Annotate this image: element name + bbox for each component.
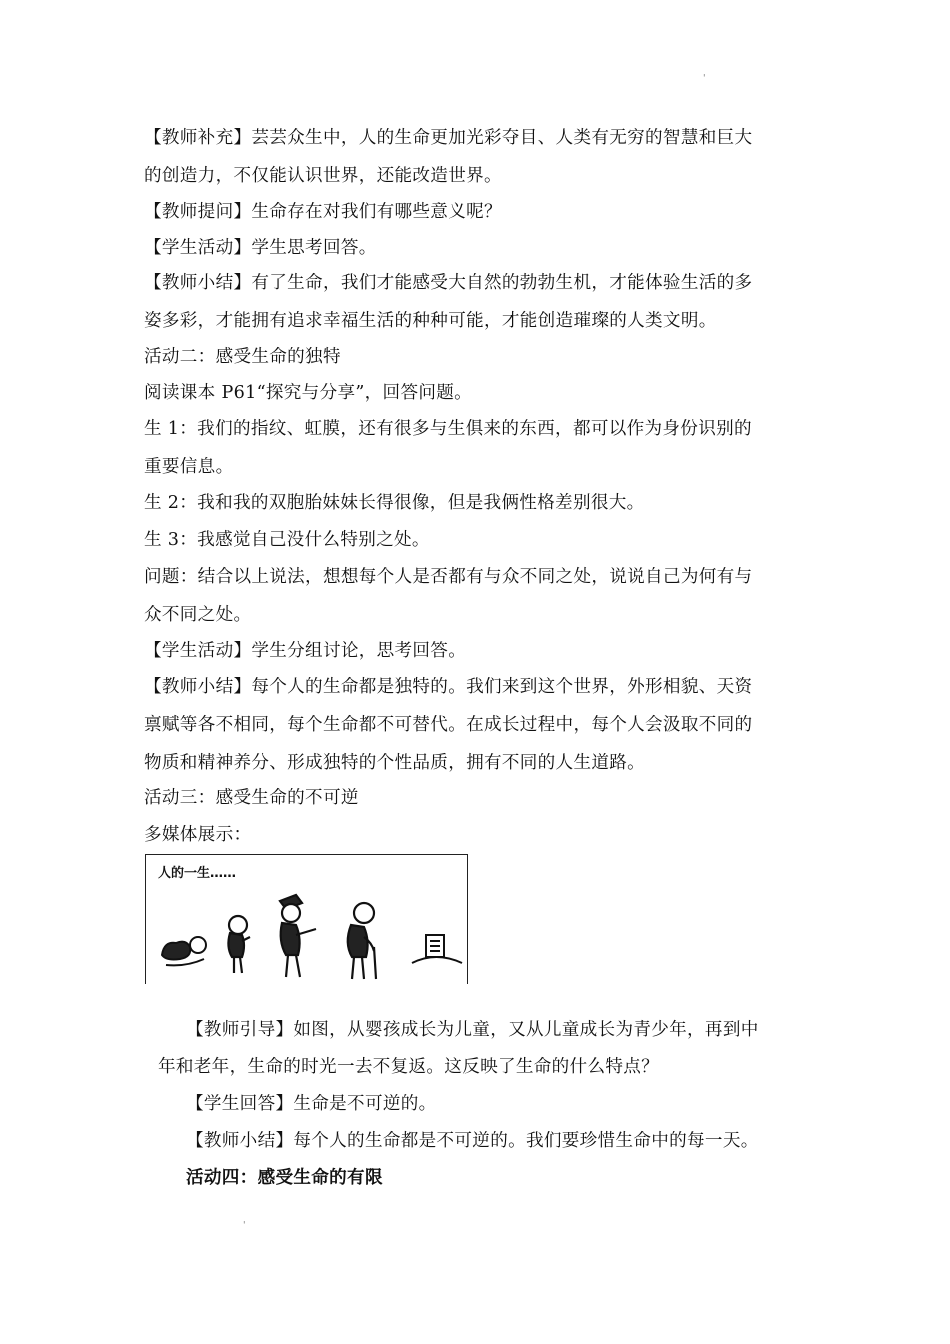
paragraph-student-2: 生 2：我和我的双胞胎妹妹长得很像，但是我俩性格差别很大。 bbox=[144, 493, 645, 513]
paragraph-student-1: 生 1：我们的指纹、虹膜，还有很多与生俱来的东西，都可以作为身份识别的 重要信息。 bbox=[144, 419, 752, 477]
paragraph-teacher-summary-1: 【教师小结】有了生命，我们才能感受大自然的勃勃生机，才能体验生活的多 姿多彩，才能拥有追求幸福生活的种种可能，才能创造璀璨的人类文明。 bbox=[144, 273, 753, 331]
paragraph-student-answer: 【学生回答】生命是不可逆的。 bbox=[186, 1094, 437, 1114]
paragraph-multimedia: 多媒体展示： bbox=[144, 825, 252, 845]
paragraph-teacher-guide-cont: 年和老年，生命的时光一去不复返。这反映了生命的什么特点？ bbox=[158, 1057, 660, 1077]
paragraph-teacher-question: 【教师提问】生命存在对我们有哪些意义呢？ bbox=[144, 202, 502, 222]
page-mark-bottom: ' bbox=[243, 1221, 246, 1231]
child-icon bbox=[228, 916, 250, 973]
paragraph-student-activity-2: 【学生活动】学生分组讨论，思考回答。 bbox=[144, 641, 467, 661]
paragraph-question: 问题：结合以上说法，想想每个人是否都有与众不同之处，说说自己为何有与 众不同之处。 bbox=[144, 567, 753, 625]
paragraph-teacher-summary-2: 【教师小结】每个人的生命都是独特的。我们来到这个世界，外形相貌、天资 禀赋等各不相同，每个生命都不可替代。在成长过程中，每个人会汲取不同的 物质和精神养分、形成独特的个性品质，拥有不同的人生道路。 bbox=[144, 677, 753, 773]
baby-icon bbox=[162, 937, 206, 965]
grave-icon bbox=[412, 935, 462, 963]
life-stages-illustration bbox=[145, 854, 468, 984]
life-stages-drawing bbox=[146, 855, 469, 985]
paragraph-student-3: 生 3：我感觉自己没什么特别之处。 bbox=[144, 530, 430, 550]
youth-icon bbox=[280, 895, 316, 977]
paragraph-teacher-summary-3: 【教师小结】每个人的生命都是不可逆的。我们要珍惜生命中的每一天。 bbox=[186, 1131, 759, 1151]
illustration-caption: 人的一生…… bbox=[158, 866, 237, 881]
paragraph-teacher-guide: 【教师引导】如图，从婴孩成长为儿童，又从儿童成长为青少年，再到中 bbox=[186, 1020, 759, 1040]
paragraph-teacher-supplement: 【教师补充】芸芸众生中，人的生命更加光彩夺目、人类有无穷的智慧和巨大 的创造力，不仅能认识世界，还能改造世界。 bbox=[144, 128, 753, 186]
heading-activity-two: 活动二：感受生命的独特 bbox=[144, 347, 341, 367]
elder-icon bbox=[348, 903, 376, 979]
heading-activity-three: 活动三：感受生命的不可逆 bbox=[144, 788, 359, 808]
paragraph-student-activity-1: 【学生活动】学生思考回答。 bbox=[144, 238, 377, 258]
heading-activity-four: 活动四：感受生命的有限 bbox=[186, 1167, 383, 1188]
paragraph-read-textbook: 阅读课本 P61“探究与分享”，回答问题。 bbox=[144, 383, 473, 403]
page-mark-top: ' bbox=[703, 74, 706, 84]
